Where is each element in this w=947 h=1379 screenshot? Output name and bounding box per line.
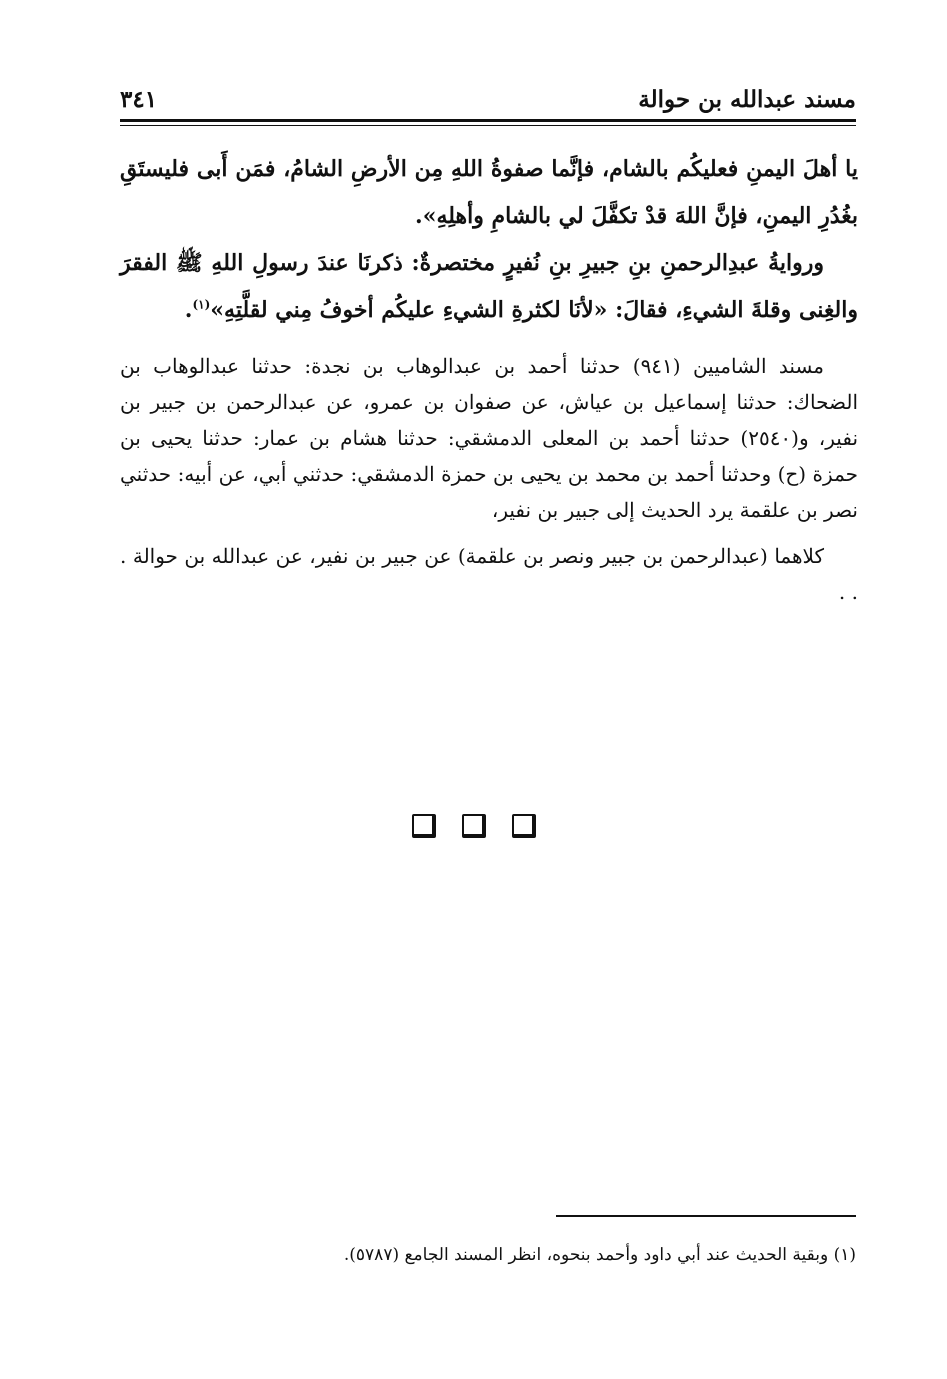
header-rule-thin [120, 125, 856, 126]
footnote-reference: (١) [192, 297, 211, 312]
page-number: ٣٤١ [120, 86, 158, 113]
square-ornament-icon [412, 814, 436, 838]
isnad-paragraph: مسند الشاميين (٩٤١) حدثنا أحمد بن عبدالوهاب بن نجدة: حدثنا عبدالوهاب بن الضحاك: حدثنا إسماعيل بن عياش، عن صفوان بن عمرو، عن عبدالرحمن بن جبير بن نفير، و(٢٥٤٠) حدثنا أحمد بن المعلى الدمشقي: حدثنا هشام بن عمار: حدثنا يحيى بن حمزة (ح) وحدثنا أحمد بن محمد بن يحيى بن حمزة الدمشقي: حدثني أبي، عن أبيه: حدثني نصر بن علقمة يرد الحديث إلى جبير بن نفير، [120, 354, 859, 522]
running-header-title: مسند عبدالله بن حوالة [638, 86, 856, 113]
footnote-separator [556, 1215, 856, 1217]
header-rule-thick [120, 119, 856, 122]
square-ornament-icon [512, 814, 536, 838]
narration-text: وروايةُ عبدِالرحمنِ بنِ جبيرِ بنِ نُفيرٍ مختصرةٌ: ذكرنَا عندَ رسولِ اللهِ ﷺ الفقرَ والغِنى وقلةَ الشيءِ، فقالَ: «لأنَا لكثرةِ الشيءِ عليكُم أخوفُ مِني لقلَّتِهِ» [120, 250, 858, 323]
section-end-ornament [0, 814, 947, 838]
narration-end: . [184, 297, 193, 323]
isnad-summary-paragraph: كلاهما (عبدالرحمن بن جبير ونصر بن علقمة) عن جبير بن نفير، عن عبدالله بن حوالة . . . [120, 544, 858, 604]
hadith-text-paragraph: يا أهلَ اليمنِ فعليكُم بالشام، فإنَّما صفوةُ اللهِ مِن الأرضِ الشامُ، فمَن أَبى فليستَقِ بغُدُرِ اليمنِ، فإنَّ اللهَ قدْ تكفَّلَ لي بالشامِ وأهلِهِ». [120, 156, 858, 229]
footnote: (١) وبقية الحديث عند أبي داود وأحمد بنحوه، انظر المسند الجامع (٥٧٨٧). [343, 1245, 856, 1265]
body-text [120, 146, 858, 610]
narration-paragraph [120, 240, 858, 334]
square-ornament-icon [462, 814, 486, 838]
running-header [120, 82, 856, 118]
